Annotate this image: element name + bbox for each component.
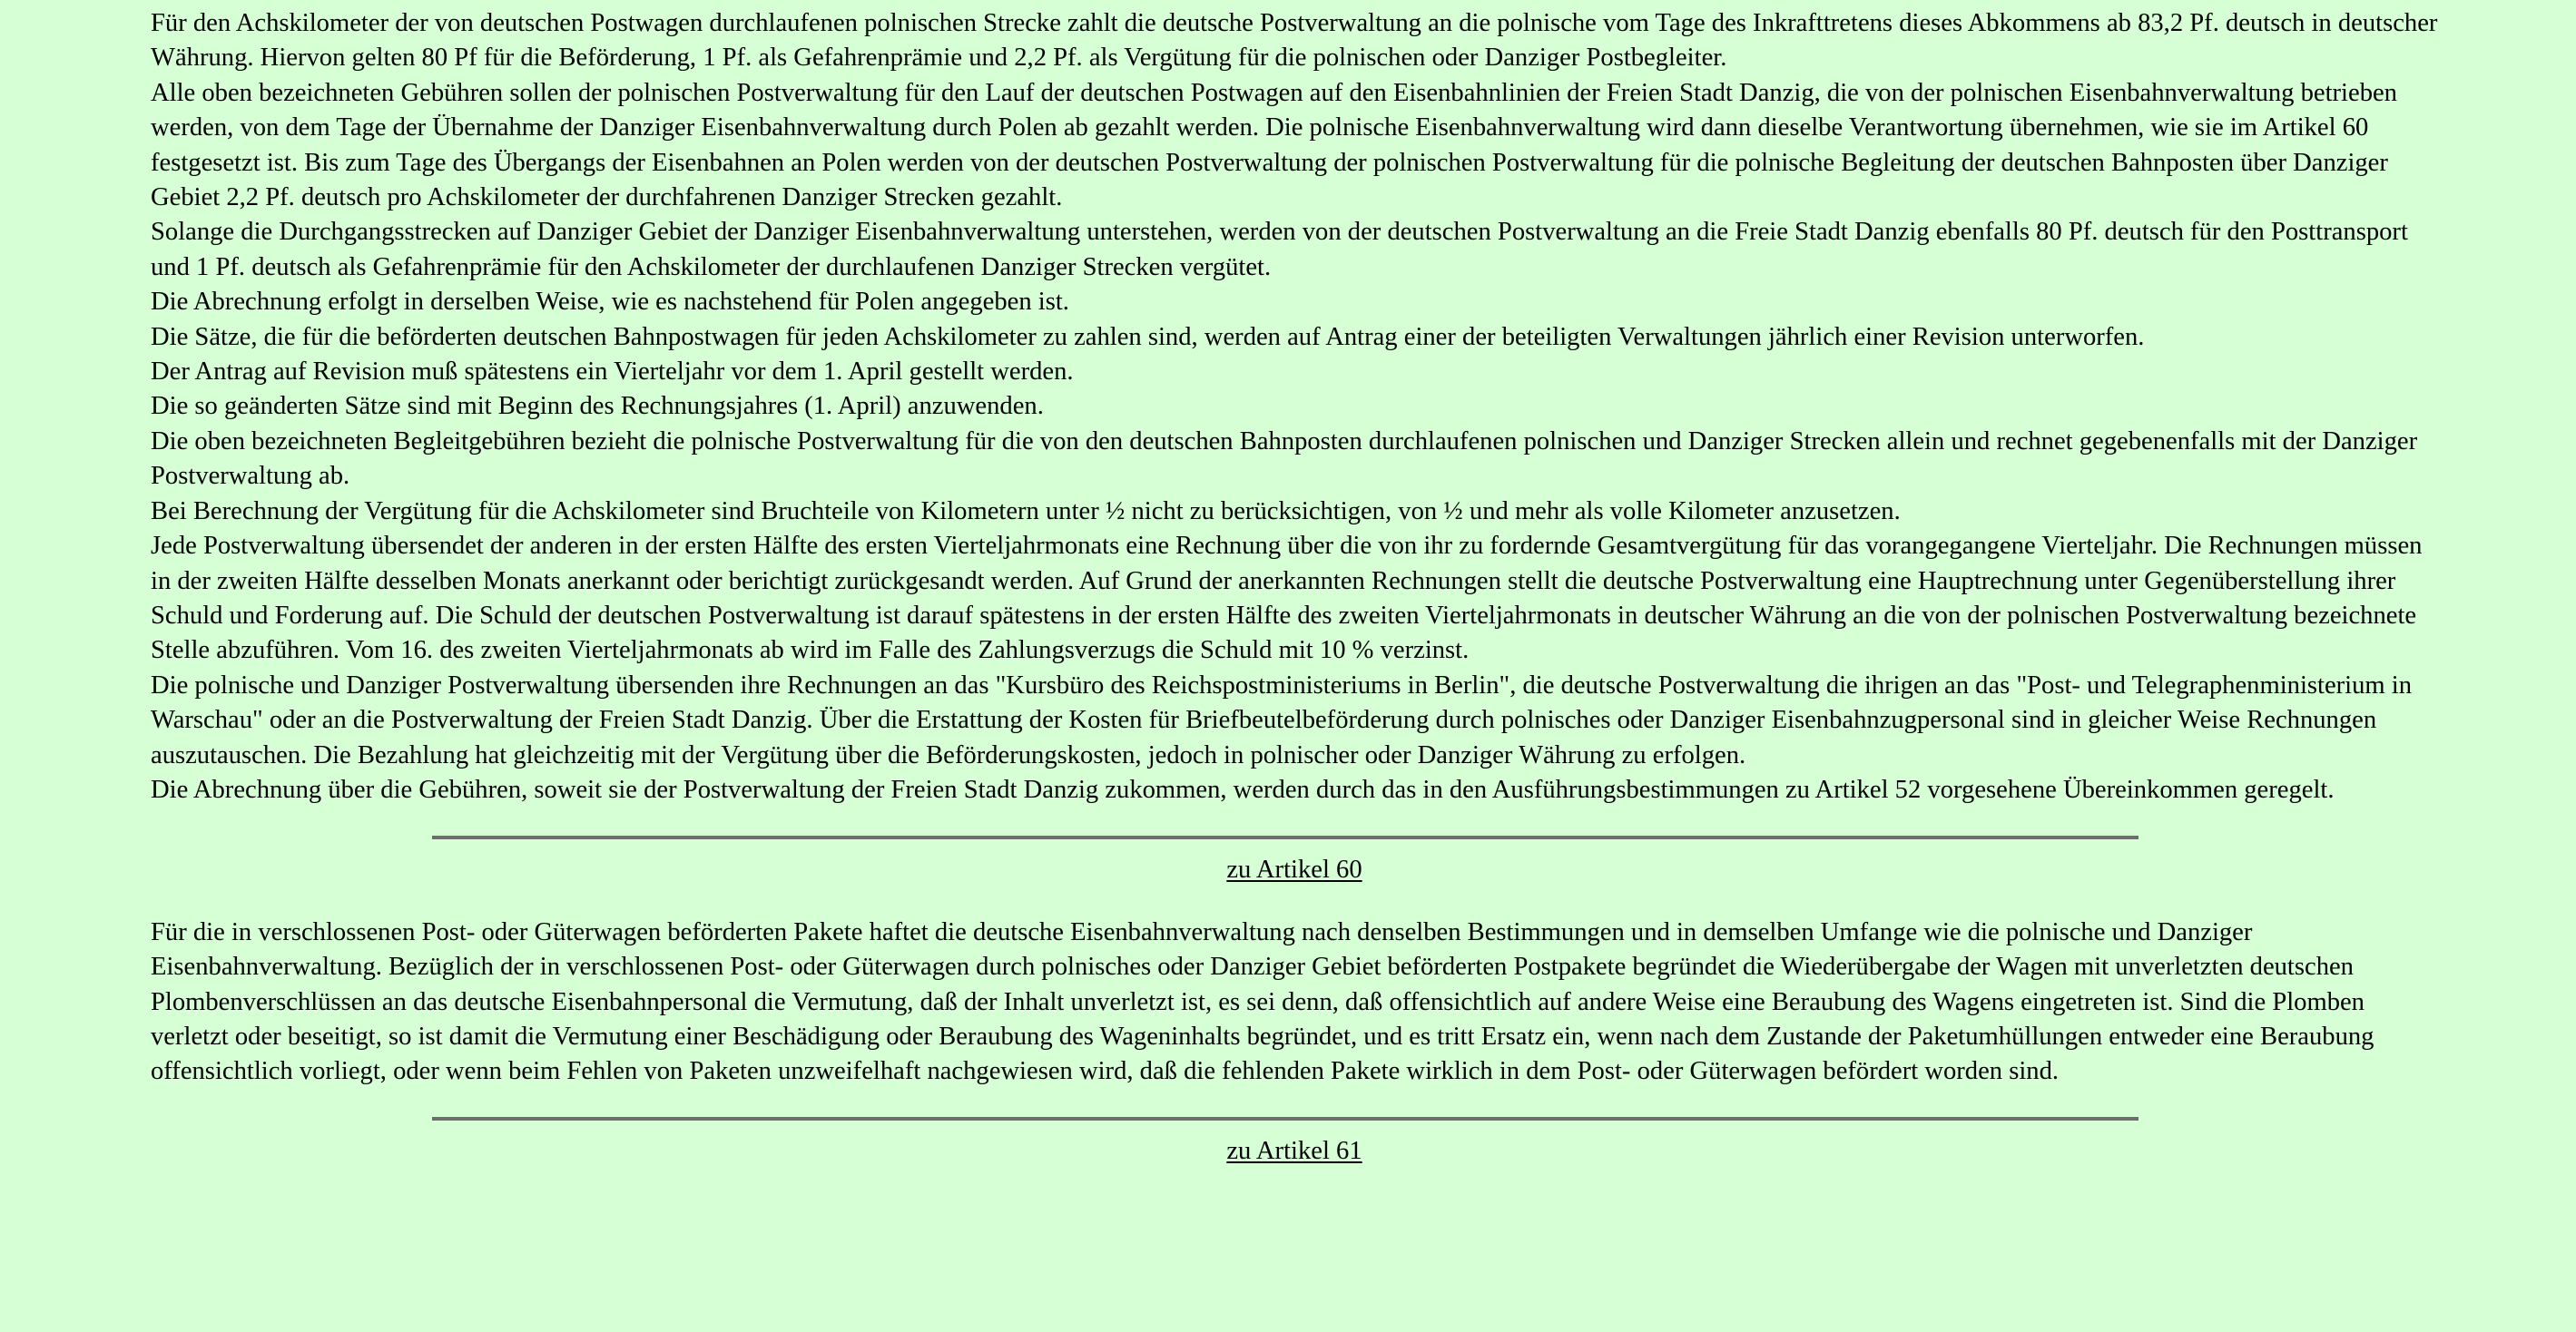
document-content (151, 6, 2438, 1169)
article-60-link[interactable]: zu Artikel 60 (1226, 856, 1362, 885)
paragraph: Die Sätze, die für die beförderten deutschen Bahnpostwagen für jeden Achskilometer zu zahlen sind, werden auf Antrag einer der beteiligten Verwaltungen jährlich einer Revision unterworfen. (151, 322, 2145, 351)
article-61-link[interactable]: zu Artikel 61 (1226, 1136, 1362, 1165)
paragraph: Für den Achskilometer der von deutschen Postwagen durchlaufenen polnischen Strecke zahlt die deutsche Postverwaltung an die polnische vom Tage des Inkrafttretens dieses Abkommens ab 83,2 Pf. deutsch in deutscher Währung. Hiervon gelten 80 Pf für die Beförderung, 1 Pf. als Gefahrenprämie und 2,2 Pf. als Vergütung für die polnischen oder Danziger Postbegleiter. (151, 9, 2438, 73)
section-article-60 (151, 916, 2438, 1090)
paragraph: Die polnische und Danziger Postverwaltung übersenden ihre Rechnungen an das "Kursbüro des Reichspostministeriums in Berlin", die deutsche Postverwaltung die ihrigen an das "Post- und Telegraphenministerium in Warschau" oder an die Postverwaltung der Freien Stadt Danzig. Über die Erstattung der Kosten für Briefbeutelbeförderung durch polnisches oder Danziger Eisenbahnzugpersonal sind in gleicher Weise Rechnungen auszutauschen. Die Bezahlung hat gleichzeitig mit der Vergütung über die Beförderungskosten, jedoch in polnischer oder Danziger Währung zu erfolgen. (151, 671, 2413, 769)
paragraph: Jede Postverwaltung übersendet der anderen in der ersten Hälfte des ersten Vierteljahrmonats eine Rechnung über die von ihr zu fordernde Gesamtvergütung für das vorangegangene Vierteljahr. Die Rechnungen müssen in der zweiten Hälfte desselben Monats anerkannt oder berichtigt zurückgesandt werden. Auf Grund der anerkannten Rechnungen stellt die deutsche Postverwaltung eine Hauptrechnung unter Gegenüberstellung ihrer Schuld und Forderung auf. Die Schuld der deutschen Postverwaltung ist darauf spätestens in der ersten Hälfte des zweiten Vierteljahrmonats in deutscher Währung an die von der polnischen Postverwaltung bezeichnete Stelle abzuführen. Vom 16. des zweiten Vierteljahrmonats ab wird im Falle des Zahlungsverzugs die Schuld mit 10 % verzinst. (151, 532, 2423, 665)
paragraph: Solange die Durchgangsstrecken auf Danziger Gebiet der Danziger Eisenbahnverwaltung unterstehen, werden von der deutschen Postverwaltung an die Freie Stadt Danzig ebenfalls 80 Pf. deutsch für den Posttransport und 1 Pf. deutsch als Gefahrenprämie für den Achskilometer der durchlaufenen Danziger Strecken vergütet. (151, 218, 2408, 281)
paragraph: Die oben bezeichneten Begleitgebühren bezieht die polnische Postverwaltung für die von den deutschen Bahnposten durchlaufenen polnischen und Danziger Strecken allein und rechnet gegebenenfalls mit der Danziger Postverwaltung ab. (151, 426, 2418, 491)
paragraph: Die Abrechnung über die Gebühren, soweit sie der Postverwaltung der Freien Stadt Danzig zukommen, werden durch das in den Ausführungsbestimmungen zu Artikel 52 vorgesehene Übereinkommen geregelt. (151, 775, 2335, 804)
paragraph: Die so geänderten Sätze sind mit Beginn des Rechnungsjahres (1. April) anzuwenden. (151, 392, 1044, 421)
paragraph: Der Antrag auf Revision muß spätestens ein Vierteljahr vor dem 1. April gestellt werden. (151, 357, 1074, 387)
section-payment-terms (151, 6, 2438, 808)
paragraph: Die Abrechnung erfolgt in derselben Weise, wie es nachstehend für Polen angegeben ist. (151, 288, 1069, 317)
paragraph: Bei Berechnung der Vergütung für die Achskilometer sind Bruchteile von Kilometern unter ½ nicht zu berücksichtigen, von ½ und mehr als volle Kilometer anzusetzen. (151, 496, 1901, 525)
paragraph: Für die in verschlossenen Post- oder Güterwagen beförderten Pakete haftet die deutsche Eisenbahnverwaltung nach denselben Bestimmungen und in demselben Umfange wie die polnische und Danziger Eisenbahnverwaltung. Bezüglich der in verschlossenen Post- oder Güterwagen durch polnisches oder Danziger Gebiet beförderten Postpakete begründet die Wiederübergabe der Wagen mit unverletzten deutschen Plombenverschlüssen an das deutsche Eisenbahnpersonal die Vermutung, daß der Inhalt unverletzt ist, es sei denn, daß offensichtlich auf andere Weise eine Beraubung des Wagens eingetreten ist. Sind die Plomben verletzt oder beseitigt, so ist damit die Vermutung einer Beschädigung oder Beraubung des Wageninhalts begründet, und es tritt Ersatz ein, wenn nach dem Zustande der Paketumhüllungen entweder eine Beraubung offensichtlich vorliegt, oder wenn beim Fehlen von Paketen unzweifelhaft nachgewiesen wird, daß die fehlenden Pakete wirklich in dem Post- oder Güterwagen befördert worden sind. (151, 917, 2374, 1086)
paragraph: Alle oben bezeichneten Gebühren sollen der polnischen Postverwaltung für den Lauf der deutschen Postwagen auf den Eisenbahnlinien der Freien Stadt Danzig, die von der polnischen Eisenbahnverwaltung betrieben werden, von dem Tage der Übernahme der Danziger Eisenbahnverwaltung durch Polen ab gezahlt werden. Die polnische Eisenbahnverwaltung wird dann dieselbe Verantwortung übernehmen, wie sie im Artikel 60 festgesetzt ist. Bis zum Tage des Übergangs der Eisenbahnen an Polen werden von der deutschen Postverwaltung der polnischen Postverwaltung für die polnische Begleitung der deutschen Bahnposten über Danziger Gebiet 2,2 Pf. deutsch pro Achskilometer der durchfahrenen Danziger Strecken gezahlt. (151, 78, 2397, 212)
